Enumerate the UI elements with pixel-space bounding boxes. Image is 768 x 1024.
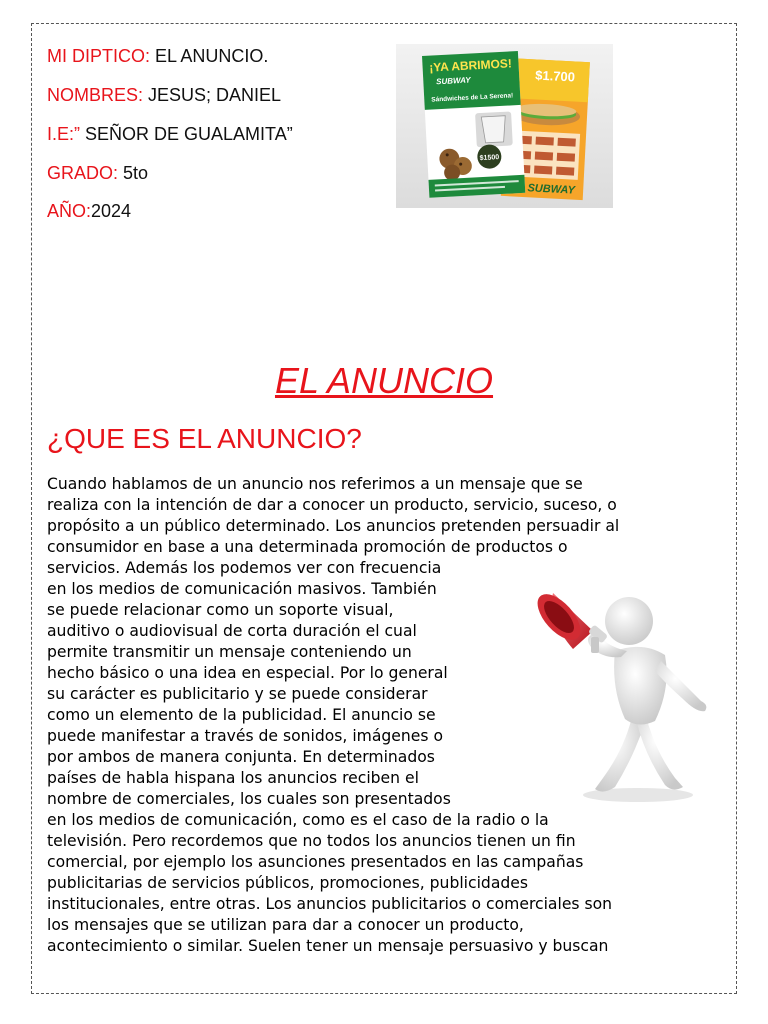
paragraph-line: puede manifestar a través de sonidos, imágenes o	[47, 727, 444, 745]
subway-flyer-image	[396, 44, 613, 208]
nombres-value: JESUS; DANIEL	[143, 85, 282, 105]
megaphone-figure-image	[533, 573, 721, 808]
diptico-value: EL ANUNCIO.	[150, 46, 269, 66]
paragraph-line: acontecimiento o similar. Suelen tener un mensaje persuasivo y buscan	[47, 937, 609, 955]
paragraph-line: televisión. Pero recordemos que no todos los anuncios tienen un fin	[47, 832, 576, 850]
flyer-brand-2: SUBWAY	[527, 182, 576, 197]
paragraph-line: Cuando hablamos de un anuncio nos referimos a un mensaje que se	[47, 475, 583, 493]
ie-label: I.E:”	[47, 124, 81, 144]
ie-value: SEÑOR DE GUALAMITA”	[80, 124, 293, 144]
grado-line	[47, 163, 148, 184]
paragraph-line: publicitarias de servicios públicos, promociones, publicidades	[47, 874, 528, 892]
flyer-svg	[396, 44, 613, 208]
diptico-line	[47, 46, 268, 67]
anio-line	[47, 201, 131, 222]
flyer-price-1: $1500	[479, 154, 500, 163]
paragraph-line: institucionales, entre otras. Los anuncios publicitarios o comerciales son	[47, 895, 613, 913]
megaphone-icon	[533, 587, 608, 653]
paragraph-line: auditivo o audiovisual de corta duración el cual	[47, 622, 417, 640]
anio-value: 2024	[91, 201, 132, 221]
flyer-headline: ¡YA ABRIMOS!	[428, 56, 513, 75]
paragraph-line: por ambos de manera conjunta. En determinados	[47, 748, 435, 766]
paragraph-line: permite transmitir un mensaje conteniendo un	[47, 643, 412, 661]
paragraph-line: países de habla hispana los anuncios reciben el	[47, 769, 419, 787]
flyer-price-2: $1.700	[534, 67, 576, 85]
grado-value: 5to	[118, 163, 149, 183]
page-title: EL ANUNCIO	[274, 360, 494, 401]
paragraph-line: nombre de comerciales, los cuales son presentados	[47, 790, 451, 808]
section-heading: ¿QUE ES EL ANUNCIO?	[47, 423, 362, 454]
paragraph-line: como un elemento de la publicidad. El anuncio se	[47, 706, 436, 724]
paragraph-line: servicios. Además los podemos ver con frecuencia	[47, 559, 442, 577]
paragraph-line: consumidor en base a una determinada promoción de productos o	[47, 538, 568, 556]
paragraph-line: propósito a un público determinado. Los anuncios pretenden persuadir al	[47, 517, 620, 535]
flyer-brand: SUBWAY	[435, 75, 471, 87]
paragraph-line: comercial, por ejemplo los asunciones presentados en las campañas	[47, 853, 584, 871]
nombres-label: NOMBRES:	[47, 85, 144, 105]
diptico-label: MI DIPTICO:	[47, 46, 150, 66]
paragraph-line: se puede relacionar como un soporte visual,	[47, 601, 394, 619]
paragraph-line: realiza con la intención de dar a conocer un producto, servicio, suceso, o	[47, 496, 617, 514]
ie-line	[47, 124, 293, 145]
paragraph-line: hecho básico o una idea en especial. Por lo general	[47, 664, 448, 682]
anio-label: AÑO:	[47, 201, 92, 221]
paragraph-line: su carácter es publicitario y se puede considerar	[47, 685, 428, 703]
grado-label: GRADO:	[47, 163, 119, 183]
flyer-subtitle: Sándwiches de La Serena!	[431, 92, 514, 104]
paragraph-line: los mensajes que se utilizan para dar a conocer un producto,	[47, 916, 524, 934]
paragraph-line: en los medios de comunicación, como es el caso de la radio o la	[47, 811, 549, 829]
nombres-line	[47, 85, 281, 106]
paragraph-line: en los medios de comunicación masivos. También	[47, 580, 437, 598]
megaphone-figure-svg	[533, 573, 721, 808]
